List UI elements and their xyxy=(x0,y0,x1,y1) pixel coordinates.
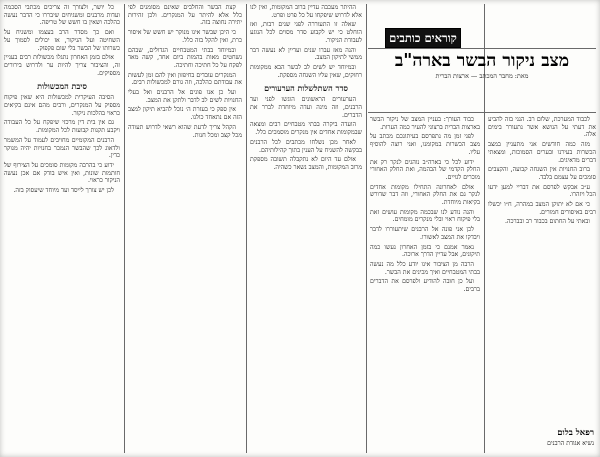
article-column-5 xyxy=(488,116,596,423)
paragraph: לאחר מכן נשלחו מכתבים לכל הרבנים בבקשה להשגיח על הענין בתוך קהילותיהם. xyxy=(250,138,362,154)
paragraph: אולם בזמן האחרון נתגלו מכשולות רבים בעניין זה, והציבור צריך להיות ער ולדרוש בירורים מספיקים. xyxy=(4,54,120,77)
paragraph: הרבה מן הציבור אינו יודע כלל מה נעשה בבתי המטבחיים ואיך מכינים את הבשר. xyxy=(370,260,480,276)
column-header-banner: קוראים כותבים xyxy=(385,28,461,48)
article-column-2 xyxy=(128,4,242,453)
paragraph: לכן יש צורך לייסד ועד מיוחד שיעסוק בזה. xyxy=(13,187,114,195)
column-rule xyxy=(366,4,367,453)
section-heading: סדר השתלשלות הערעורים xyxy=(264,83,348,94)
paragraph: ובאתי על החתום בכבוד רב ובברכה. xyxy=(504,218,590,226)
paragraph: כי אם לא יתוקן המצב במהרה, ח״ו יכשלו רבים באיסורים חמורים. xyxy=(488,201,596,216)
byline-rule xyxy=(368,112,596,113)
article-column-3 xyxy=(250,4,362,453)
author-title: נשיא אגודת הרבנים xyxy=(547,440,594,447)
paragraph: לפני זמן מה נתפרסם בעיתונכם מכתב על מצב הכשרות במקומנו, ואני רוצה להוסיף עליו. xyxy=(370,133,480,156)
paragraph: ואם כך מסדר הרב בעצמו ומשגיח על השחיטה ועל הניקור, אז יכולים לסמוך על כשרותו של הבשר בלי שום פקפוק. xyxy=(4,29,120,52)
section-heading: סיבת המכשולות xyxy=(37,81,87,92)
paragraph: מזה כמה חודשים אני מתעניין במצב הכשרות בעירנו ובערים הסמוכות, ומצאתי דברים מדאיגים. xyxy=(488,141,596,164)
paragraph: ידוע כי בהרבה מקומות סומכים על הצירוף של חותמות שונות, ואין איש בודק אם אכן נעשה הניקור כראוי. xyxy=(4,161,120,185)
paragraph: הערעורים הראשונים הוגשו לפני ועד הרבנים, וזה מינה ועדה מיוחדת לברר את הדברים. xyxy=(250,96,362,119)
byline: מאת: מחבר המכתב — ארצות הברית xyxy=(435,72,529,80)
article-column-1 xyxy=(4,4,120,453)
paragraph: לכן אני פונה אל הרבנים שיתעוררו לדבר ויבדקו את המצב לאשורו. xyxy=(370,226,480,241)
paragraph: והנה מאז עברו שנים ועדיין לא נעשה דבר ממשי לתיקון המצב. xyxy=(250,46,362,62)
paragraph: ובמיוחד בבתי המטבחיים הגדולים, שבהם נשחטים מאות בהמות ביום אחד, קשה מאד לפקח על כל חתיכה וחתיכה. xyxy=(128,46,242,69)
paragraph: לכבוד המערכת, שלום רב. הנני בזה להביע את דעתי על הנושא אשר נתעורר בימים אלה. xyxy=(488,116,596,139)
paragraph: הרבנים המקומיים מחויבים לעמוד על המשמר ולדאוג לכך שהבשר הנמכר בחנויות יהיה מנוקר כדין. xyxy=(4,136,120,160)
column-rule xyxy=(246,4,247,453)
paragraph: המנקרים עובדים בחיפזון ואין להם זמן לעשות את עבודתם כהלכה, וזה גורם למכשולות רבים. xyxy=(128,71,242,87)
paragraph: ובמיוחד יש לשים לב לבשר הבא ממקומות רחוקים, שאין עליו השגחה מספקת. xyxy=(250,63,362,79)
paragraph: נאמר אמנם כי בזמן האחרון נעשו כמה תיקונים, אבל עדיין הדרך ארוכה. xyxy=(370,243,480,259)
paragraph: ועל כן אנו פונים אל הרבנים ואל בעלי החנויות לשים לב לדבר ולתקן את המצב. xyxy=(128,89,242,104)
paragraph: הקהל צריך לדעת שהוא רשאי לדרוש תעודה מכל קצב ומכל חנות. xyxy=(128,123,242,139)
paragraph: הסיבה העיקרית למכשולות היא שאין פיקוח מספיק על המנקרים, ורבים מהם אינם בקיאים כראוי בהלכות ניקור. xyxy=(4,94,120,117)
paragraph: קצת הבשר והחלבים שאינם מסומנים לפי כלל אלא להיתר על המנקרים. ולכן זהירות יתירה נחוצה בזה. xyxy=(128,4,242,27)
paragraph: גם אין בית דין מרכזי שיפקח על כל העבודה ויקבע תקנות קבועות לכל המקומות. xyxy=(4,119,120,135)
paragraph: ועל כן חובה להודיע ולפרסם את הדברים ברבים. xyxy=(370,278,480,294)
paragraph: ידוע לכל כי בארה״ב נוהגים לנקר רק את החלק הקדמי של הבהמה, ואת החלק האחורי מוכרים לגויים. xyxy=(370,158,480,181)
paragraph: והנה נודע לנו שבכמה מקומות עושים זאת בלי פיקוח ראוי ובלי מנקרים מומחים. xyxy=(370,208,480,224)
paragraph: הועדה ביקרה בבתי מטבחיים רבים ומצאה שבמקומות אחדים אין מנקרים מוסמכים כלל. xyxy=(250,121,362,137)
article-column-4 xyxy=(370,116,480,453)
paragraph: אולם לאחרונה התחילו מקומות אחדים לנקר גם את החלק האחורי, וזה דבר שדורש בקיאות מיוחדת. xyxy=(370,183,480,207)
paragraph: כבוד העורך: בעניין המצב של ניקור הבשר בארצות הברית ברצוני להעיר כמה הערות. xyxy=(370,116,480,131)
column-rule xyxy=(124,4,125,453)
paragraph: ברוב החנויות אין השגחה קבועה, והקצבים סומכים על עצמם בלבד. xyxy=(488,166,596,181)
paragraph: שאלה זו התעוררה לפני שנים רבות, ואז הוחלט כי יש לקבוע סדר מסוים לכל הנוגע לעבודת הניקור. xyxy=(250,21,362,44)
paragraph: כל יושר, ולצורך זה צריכים מכתבי הסכמה ועדות מרבנים ומשגיחים שיבררו כי הדבר נעשה כהלכה ושאין בו חשש של טריפה. xyxy=(4,4,120,27)
article-headline: מצב ניקור הבשר בארה"ב xyxy=(394,51,570,71)
paragraph: אין ספק כי בעזרת ה׳ נוכל להביא תיקון למצב הזה אם נתאחד כולנו. xyxy=(128,106,242,122)
header-rule xyxy=(368,48,596,49)
paragraph: ע״כ אבקש לפרסם את דבריי למען ידעו הכל ויזהרו. xyxy=(488,183,596,199)
paragraph: אולם עד היום לא נתקבלה תשובה מספקת מרוב המקומות, והמצב נשאר כשהיה. xyxy=(250,156,362,171)
paragraph: ההיתר מעכבה עדיין ברוב המקומות, ואין לנו אלא לדרוש שיפקחו על כל פרט ופרט. xyxy=(250,4,362,19)
paragraph: כי היכן שבשר אינו מנוקר יש חשש של איסור כרת, ואין להקל בזה כלל. xyxy=(128,29,242,44)
author-signature: רפאל בלום xyxy=(557,428,594,438)
